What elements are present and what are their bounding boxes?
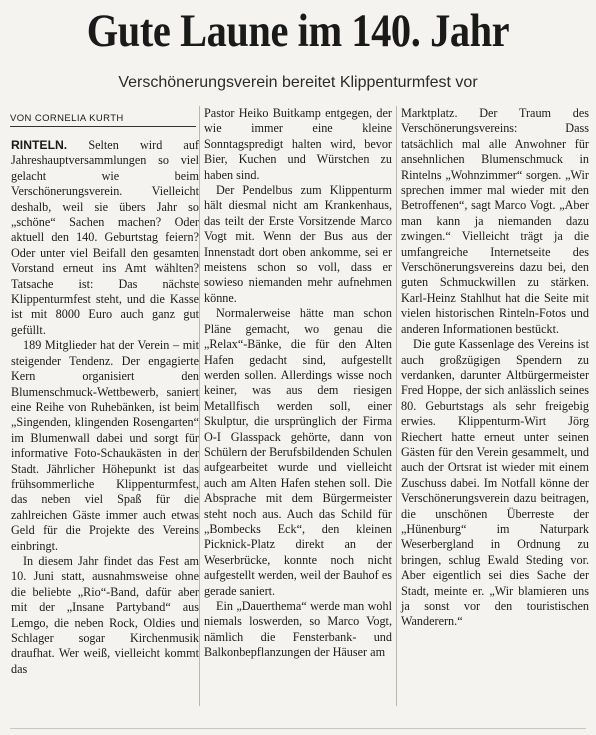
paragraph: Pastor Heiko Buitkamp entgegen, der wie immer eine kleine Sonntagspredigt halten wird, bevor Bier, Kuchen und Würstchen zu haben sind. xyxy=(204,106,392,182)
article-column-3 xyxy=(401,106,589,630)
byline: VON CORNELIA KURTH xyxy=(10,113,196,127)
subheadline: Verschönerungsverein bereitet Klippenturmfest vor xyxy=(118,74,478,91)
dateline: RINTELN. xyxy=(11,138,68,152)
column-divider xyxy=(199,106,200,706)
paragraph: Der Pendelbus zum Klippenturm hält diesmal nicht am Krankenhaus, das teilt der Erste Vorsitzende Marco Vogt mit. Wenn der Bus aus der Innenstadt dort oben ankomme, sei er meistens schon so voll, dass er sowieso niemanden mehr aufnehmen könne. xyxy=(204,183,392,305)
column-divider xyxy=(396,106,397,706)
paragraph-text: Selten wird auf Jahreshauptversammlungen so viel gelacht wie beim Verschönerungsverein. Vielleicht deshalb, weil sie übers Jahr so „schöne“ Sachen machen? Oder aktuell den 140. Geburtstag feiern? Oder unter viel Beifall den gesamten Vorstand erneut ins Amt wählten? Tatsache ist: Das nächste Klippenturmfest steht, und die Kasse ist mit 8000 Euro auch ganz gut gefüllt. xyxy=(11,138,199,337)
headline: Gute Laune im 140. Jahr xyxy=(86,5,510,57)
article-column-2 xyxy=(204,106,392,661)
paragraph: Marktplatz. Der Traum des Verschönerungsvereins: Dass tatsächlich mal alle Anwohner für ansehnlichen Blumenschmuck in Rintelns „Wohnzimmer“ sorgen. „Wir sprechen immer mal wieder mit den Betroffenen“, sagt Marco Vogt. „Aber man kann ja niemanden dazu zwingen.“ Vielleicht trägt ja die umfangreiche Internetseite des Verschönerungsvereins dazu bei, den guten Schmuckwillen zu stärken. Karl-Heinz Stahlhut hat die Seite mit vielen historischen Rinteln-Fotos und anderen Informationen bestückt. xyxy=(401,106,589,336)
paragraph: Die gute Kassenlage des Vereins ist auch großzügigen Spendern zu verdanken, darunter Altbürgermeister Fred Hoppe, der sich anlässlich seines 80. Geburtstags als sehr freigebig erwies. Klippenturm-Wirt Jörg Riechert hatte erneut unter seinen Gästen für den Verein gesammelt, und auch der Ortsrat ist wieder mit einem Zuschuss dabei. Im Notfall könne der Verschönerungsverein dazu beitragen, die unschönen Überreste der „Hünenburg“ im Naturpark Weserbergland in Ordnung zu bringen, schlug Ewald Steding vor. Aber eigentlich sei dies Sache der Stadt, meinte er. „Wir blamieren uns ja sonst vor den touristischen Wanderern.“ xyxy=(401,337,589,629)
paragraph: 189 Mitglieder hat der Verein – mit steigender Tendenz. Der engagierte Kern organisiert den Blumenschmuck-Wettbewerb, saniert eine Reihe von Ruhebänken, ist beim „Singenden, klingenden Rosengarten“ im Blumenwall dabei und sorgt für informative Foto-Schaukästen in der Stadt. Jährlicher Höhepunkt ist das frühsommerliche Klippenturmfest, das neben viel Spaß für die zahlreichen Gäste immer auch etwas Geld für die Projekte des Vereins einbringt. xyxy=(11,338,199,553)
article-column-1 xyxy=(11,138,199,677)
paragraph: Ein „Dauerthema“ werde man wohl niemals loswerden, so Marco Vogt, nämlich die Fensterbank- und Balkonbepflanzungen der Häuser am xyxy=(204,599,392,660)
paragraph: In diesem Jahr findet das Fest am 10. Juni statt, ausnahmsweise ohne die beliebte „Rio“-Band, dafür aber mit der „Insane Partyband“ aus Lemgo, die neben Rock, Oldies und Schlager sogar Kirchenmusik draufhat. Wer weiß, vielleicht kommt das xyxy=(11,553,199,676)
paragraph: Normalerweise hätte man schon Pläne gemacht, wo genau die „Relax“-Bänke, die für den Alten Hafen gedacht sind, aufgestellt werden sollen. Allerdings wisse noch keiner, was aus dem riesigen Metallfisch werden soll, einer Skulptur, die ursprünglich der Firma O-I Glasspack gehörte, dann von Schülern der Berufsbildenden Schulen aufgearbeitet wurde und vielleicht auch am Alten Hafen stehen soll. Die Absprache mit dem Bürgermeister steht noch aus. Auch das Schild für „Bombecks Eck“, den kleinen Picknick-Platz direkt an der Weserbrücke, konnte noch nicht aufgestellt werden, weil der Bauhof es gerade saniert. xyxy=(204,306,392,598)
paragraph xyxy=(11,138,199,338)
bottom-divider xyxy=(10,728,586,729)
